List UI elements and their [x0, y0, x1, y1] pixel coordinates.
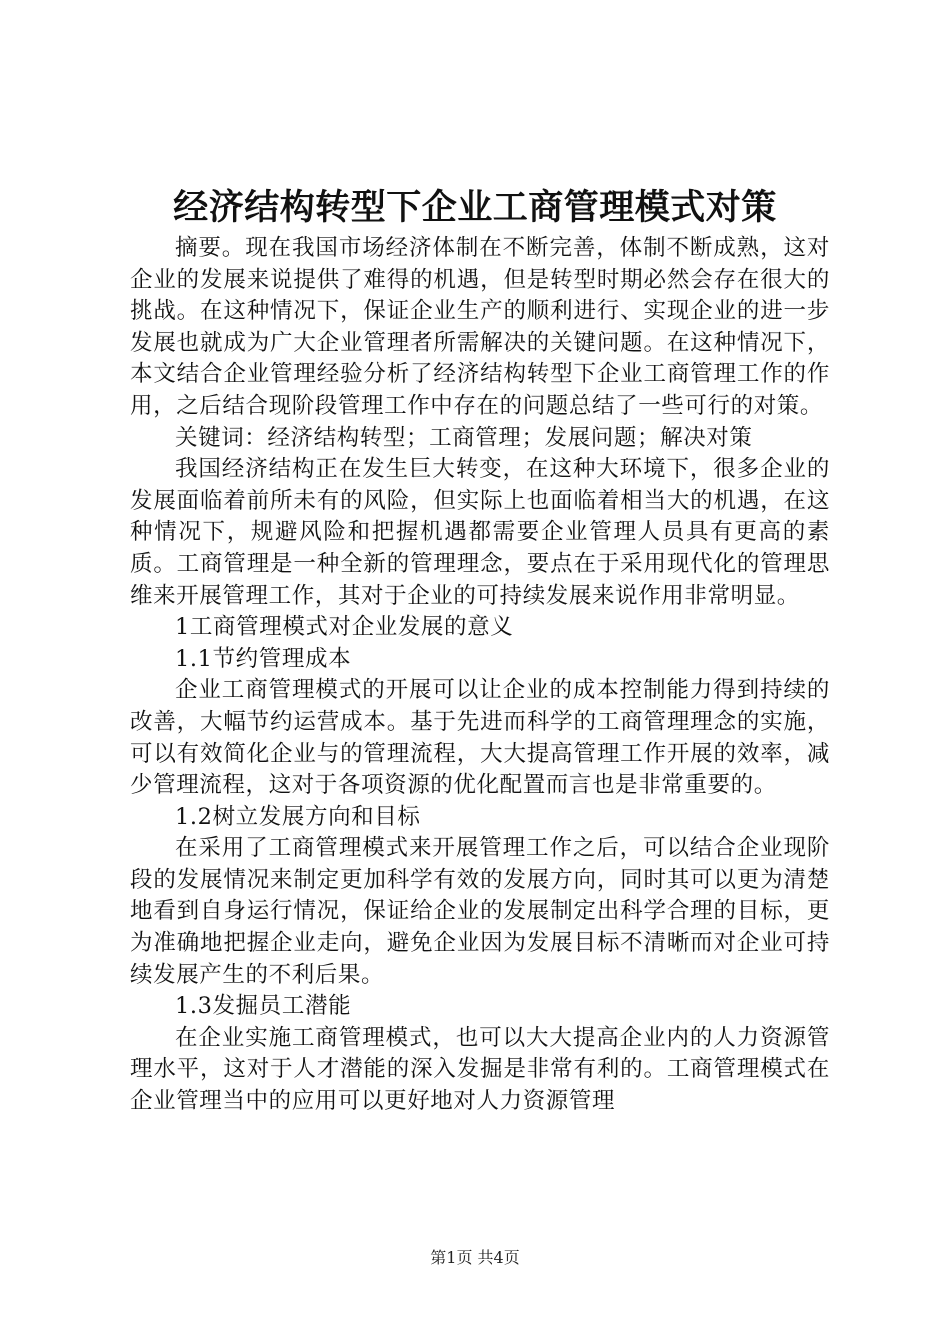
abstract-paragraph: 摘要。现在我国市场经济体制在不断完善，体制不断成熟，这对企业的发展来说提供了难得的机遇，但是转型时期必然会存在很大的挑战。在这种情况下，保证企业生产的顺利进行、实现企业的进一步发展也就成为广大企业管理者所需解决的关键问题。在这种情况下，本文结合企业管理经验分析了经济结构转型下企业工商管理工作的作用，之后结合现阶段管理工作中存在的问题总结了一些可行的对策。: [130, 235, 830, 419]
keywords-line: 关键词：经济结构转型；工商管理；发展问题；解决对策: [175, 424, 753, 451]
section-1-3-paragraph: 在企业实施工商管理模式，也可以大大提高企业内的人力资源管理水平，这对于人才潜能的深入发掘是非常有利的。工商管理模式在企业管理当中的应用可以更好地对人力资源管理: [130, 1024, 830, 1115]
subsection-heading-1-3: 1.3发掘员工潜能: [175, 993, 352, 1020]
section-heading-1: 1工商管理模式对企业发展的意义: [175, 614, 514, 641]
section-1-1-paragraph: 企业工商管理模式的开展可以让企业的成本控制能力得到持续的改善，大幅节约运营成本。基于先进而科学的工商管理理念的实施，可以有效简化企业与的管理流程，大大提高管理工作开展的效率，减少管理流程，这对于各项资源的优化配置而言也是非常重要的。: [130, 677, 830, 799]
document-body: [130, 233, 830, 1118]
section-1-2-paragraph: 在采用了工商管理模式来开展管理工作之后，可以结合企业现阶段的发展情况来制定更加科学有效的发展方向，同时其可以更为清楚地看到自身运行情况，保证给企业的发展制定出科学合理的目标，更为准确地把握企业走向，避免企业因为发展目标不清晰而对企业可持续发展产生的不利后果。: [130, 835, 830, 988]
subsection-heading-1-2: 1.2树立发展方向和目标: [175, 803, 421, 830]
subsection-heading-1-1: 1.1节约管理成本: [175, 645, 352, 672]
document-title: 经济结构转型下企业工商管理模式对策: [173, 187, 777, 228]
intro-paragraph: 我国经济结构正在发生巨大转变，在这种大环境下，很多企业的发展面临着前所未有的风险，但实际上也面临着相当大的机遇，在这种情况下，规避风险和把握机遇都需要企业管理人员具有更高的素质。工商管理是一种全新的管理理念，要点在于采用现代化的管理思维来开展管理工作，其对于企业的可持续发展来说作用非常明显。: [130, 456, 830, 609]
page-footer: 第1页 共4页: [430, 1248, 520, 1267]
